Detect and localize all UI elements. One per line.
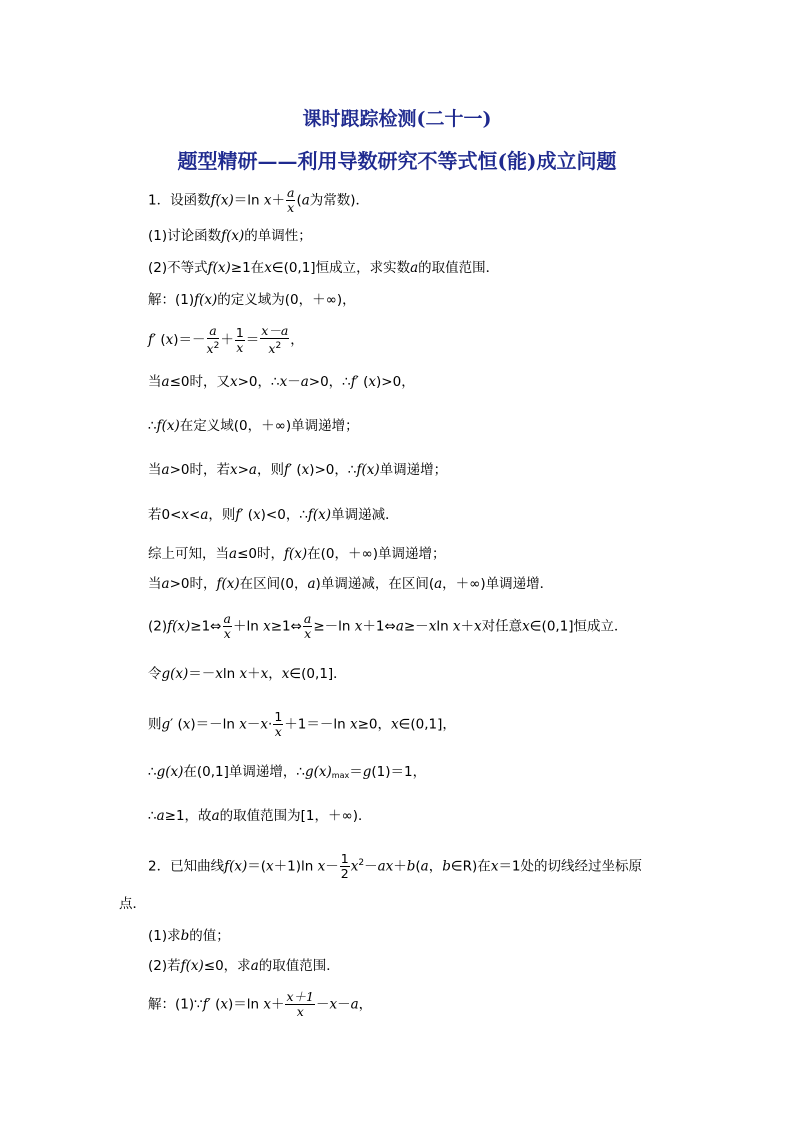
var: x [279, 374, 288, 390]
denominator: x [236, 339, 244, 355]
text: (2)若 [148, 958, 181, 974]
text: ＝－ [188, 666, 216, 682]
var: a [161, 576, 170, 592]
var: x [317, 858, 326, 875]
var: x [354, 618, 363, 635]
text: ＋1⇔ [362, 618, 396, 635]
var: x [263, 996, 271, 1013]
var: f [350, 374, 356, 390]
text: ≥1，故 [164, 808, 212, 824]
text: 对任意 [481, 618, 523, 635]
var: x [428, 618, 437, 635]
var: a [395, 618, 404, 635]
text: 综上可知，当 [148, 546, 229, 562]
text: 当 [148, 462, 162, 478]
q1-sol-line6 [148, 505, 399, 525]
var: f(x) [356, 462, 380, 478]
q1-sol-g-derivative [148, 710, 456, 739]
text: (2)不等式 [148, 260, 208, 276]
var: x [349, 716, 358, 733]
var: x [229, 462, 238, 478]
text: >0时，若 [169, 462, 230, 478]
text: 当 [148, 576, 162, 592]
denominator: x [274, 724, 282, 739]
text: ≥－ [403, 618, 429, 635]
var: x [264, 260, 272, 276]
var: g(x) [161, 666, 189, 682]
var: x [239, 716, 247, 733]
text: )>0， [376, 374, 415, 390]
q1-sol-part2-equiv [148, 612, 628, 641]
numerator: a [286, 185, 295, 200]
text: ∈R)在 [450, 858, 491, 875]
var: a [200, 507, 209, 523]
text: ln [222, 666, 240, 682]
q1-sol-g-max [148, 762, 426, 786]
var: x [206, 341, 214, 357]
text: )＝－ [173, 332, 206, 349]
var: x [165, 332, 174, 349]
text: ＋1)ln [273, 858, 318, 875]
var: f [202, 996, 208, 1013]
denominator: x [223, 626, 231, 641]
numerator: x－a [261, 323, 289, 338]
text: >0，∴ [308, 374, 351, 390]
var: x [263, 192, 272, 209]
text: ln [436, 618, 453, 635]
var: a [250, 958, 259, 974]
text: 单调递减． [331, 507, 399, 523]
page-title: 课时跟踪检测(二十一) [302, 108, 492, 130]
q1-sol-line1 [148, 290, 356, 310]
fraction [223, 612, 232, 641]
denominator: x [296, 1004, 304, 1019]
text: 为常数)． [309, 192, 370, 209]
text: 的取值范围． [418, 260, 500, 276]
numerator: 1 [340, 851, 349, 866]
var: a [248, 462, 257, 478]
var: x [329, 996, 338, 1013]
text: ＋ [220, 332, 234, 349]
var: f(x) [156, 418, 180, 434]
q1-stem: 1．设函数f(x)＝ln x＋ $\frac{a}{x}$ (a为常数)． [148, 185, 370, 215]
denominator [260, 339, 289, 356]
text: 当 [148, 374, 162, 390]
text: 的值； [189, 928, 230, 944]
var: x [220, 996, 228, 1013]
var: f(x) [221, 228, 245, 244]
text: ∴ [148, 808, 157, 824]
text: ，则 [208, 507, 236, 523]
var: b [180, 928, 190, 944]
numerator: a [223, 611, 231, 626]
q1-sol-conclusion [148, 806, 372, 826]
var: x [229, 374, 238, 390]
text: (1)＝1， [371, 764, 427, 780]
var: a [420, 858, 429, 875]
text: ≤0时，又 [169, 374, 230, 390]
text: > [237, 462, 249, 478]
var: x [260, 666, 269, 682]
text: )＝ln [227, 996, 264, 1013]
text: 令 [148, 666, 162, 682]
text: ≤0时， [237, 546, 284, 562]
text: ＝ [245, 332, 260, 349]
text: ＋1＝－ln [284, 716, 350, 733]
text: ＝1处的切线经过坐标原 [498, 858, 643, 875]
denominator: x [304, 626, 312, 641]
denominator: x [287, 200, 295, 215]
text: ′ ( [240, 507, 254, 523]
numerator: x＋1 [286, 989, 314, 1004]
fraction [285, 990, 315, 1019]
var: x [260, 716, 269, 733]
text: ＋ [393, 858, 407, 875]
text: ( [415, 858, 421, 875]
page-subtitle: 题型精研——利用导数研究不等式恒(能)成立问题 [177, 149, 617, 173]
var: x [490, 858, 499, 875]
text: － [337, 996, 351, 1013]
text: 在(0，＋∞)单调递增； [307, 546, 446, 562]
var: a [229, 546, 238, 562]
text: 2．已知曲线 [148, 858, 225, 875]
text: 的单调性； [244, 228, 312, 244]
text: >0时， [169, 576, 217, 592]
text: )＝－ln [190, 716, 240, 733]
text: 若0< [148, 507, 182, 523]
var: f(x) [180, 958, 204, 974]
var: a [350, 996, 359, 1013]
var: a [434, 576, 443, 592]
text: 在(0,1]单调递增，∴ [183, 764, 305, 780]
exponent: 2 [213, 341, 220, 351]
var: g(x) [156, 764, 184, 780]
q2-sol-line1 [148, 990, 372, 1019]
text: ＋ [270, 996, 285, 1013]
text: 解：(1)∵ [148, 996, 203, 1013]
q1-sol-derivative [148, 324, 304, 356]
var: a [161, 462, 170, 478]
text: ，则 [256, 462, 284, 478]
text: (1)求 [148, 928, 181, 944]
text: ≥1⇔ [270, 618, 302, 635]
var: x [266, 858, 274, 875]
text: ∈(0,1]恒成立． [529, 618, 628, 635]
var: x [182, 716, 191, 733]
numerator: a [207, 324, 220, 339]
text: ′ ( [153, 332, 166, 349]
subscript: max [331, 771, 350, 780]
text: 在定义域(0，＋∞)单调递增； [179, 418, 359, 434]
var: f(x) [210, 192, 234, 209]
text: ∈(0,1]， [398, 716, 456, 733]
var: x [350, 858, 359, 875]
text: ≤0，求 [203, 958, 251, 974]
text: ≥1⇔ [190, 618, 222, 635]
var: x [522, 618, 530, 635]
text: ＋ [460, 618, 475, 635]
text: >0，∴ [237, 374, 280, 390]
text: － [364, 858, 378, 875]
var: f [235, 507, 241, 523]
q1-sol-define-g [148, 664, 347, 684]
text: ＋ [247, 666, 261, 682]
q1-sol-line4 [148, 416, 359, 436]
text: ∈(0,1]． [289, 666, 347, 682]
text: 的取值范围． [258, 958, 340, 974]
numerator: 1 [235, 324, 244, 340]
text: 则 [148, 716, 162, 733]
text: ′ ( [288, 462, 302, 478]
var: x [181, 507, 190, 523]
text: ≥0， [357, 716, 391, 733]
var: a [307, 576, 316, 592]
var: a [300, 374, 309, 390]
text: ∴ [148, 764, 157, 780]
var: x [215, 666, 223, 682]
var: g(x) [304, 764, 332, 780]
text: ∈(0,1]恒成立，求实数 [271, 260, 411, 276]
fraction [235, 326, 245, 355]
text: － [315, 996, 330, 1013]
text: )单调递减，在区间( [315, 576, 435, 592]
q2-stem-line1 [148, 852, 642, 881]
denominator [207, 339, 220, 356]
text: ＝ln [233, 192, 264, 209]
var: b [442, 858, 451, 875]
var: x [301, 462, 310, 478]
var: f(x) [307, 507, 332, 523]
text: ′ ( [207, 996, 221, 1013]
var: x [239, 666, 248, 682]
q1-part2 [148, 258, 499, 278]
text: ( [296, 192, 302, 209]
var: x [474, 618, 482, 635]
q2-part2 [148, 956, 340, 976]
exponent: 2 [358, 858, 365, 868]
text: (2) [148, 618, 168, 635]
var: b [406, 858, 416, 875]
var: x [281, 666, 290, 682]
exponent: 2 [275, 341, 282, 351]
text: 1．设函数 [148, 192, 211, 209]
fraction [303, 612, 312, 641]
text: ≥－ln [313, 618, 355, 635]
text: ＋ln [232, 618, 264, 635]
text: ＝( [247, 858, 267, 875]
var: f(x) [224, 858, 248, 875]
var: x [452, 618, 461, 635]
text: ， [290, 332, 304, 349]
text: － [246, 716, 261, 733]
var: f(x) [194, 292, 218, 308]
text: 单调递增； [379, 462, 448, 478]
var: x [391, 716, 399, 733]
denominator: 2 [340, 866, 349, 881]
text: ∴ [148, 418, 157, 434]
text: ′ ( [170, 716, 183, 733]
text: ＝ [349, 764, 363, 780]
q2-part1 [148, 926, 230, 946]
q1-sol-line5 [148, 460, 447, 480]
text: 解：(1) [148, 292, 195, 308]
text: ′ ( [355, 374, 369, 390]
var: f(x) [207, 260, 231, 276]
q2-stem-line2: 点． [119, 896, 146, 912]
text: ， [428, 858, 443, 875]
var: f(x) [167, 618, 191, 635]
text: ，＋∞)单调递增． [442, 576, 554, 592]
text: 的取值范围为[1，＋∞)． [219, 808, 372, 824]
fraction [207, 324, 220, 356]
var: x [368, 374, 377, 390]
q1-sol-line8 [148, 574, 553, 594]
text: (1)讨论函数 [148, 228, 222, 244]
var: x [263, 618, 271, 635]
var: a [156, 808, 165, 824]
text: ， [358, 996, 373, 1013]
text: )<0，∴ [260, 507, 308, 523]
fraction [260, 324, 289, 356]
text: ， [268, 666, 282, 682]
var: g [161, 716, 171, 733]
var: f [148, 332, 153, 349]
text: < [189, 507, 201, 523]
var: a [211, 808, 220, 824]
numerator: 1 [274, 709, 283, 724]
var: g [362, 764, 372, 780]
var: f(x) [216, 576, 240, 592]
text: 在区间(0， [239, 576, 308, 592]
var: x [253, 507, 261, 523]
var: f(x) [283, 546, 308, 562]
q1-sol-line3 [148, 372, 415, 392]
var: a [161, 374, 170, 390]
numerator: a [303, 611, 312, 626]
var: a [301, 192, 310, 209]
text: － [325, 858, 339, 875]
q1-sol-line7 [148, 544, 446, 564]
text: )>0，∴ [309, 462, 357, 478]
text: · [268, 716, 273, 733]
text: － [287, 374, 301, 390]
var: f [283, 462, 289, 478]
fraction [340, 852, 350, 881]
var: a [410, 260, 419, 276]
var: x [268, 341, 276, 357]
fraction [273, 710, 283, 739]
q1-part1 [148, 226, 312, 246]
text: ≥1在 [230, 260, 265, 276]
var: ax [377, 858, 394, 875]
fraction [286, 186, 295, 215]
text: 的定义域为(0，＋∞)， [217, 292, 356, 308]
